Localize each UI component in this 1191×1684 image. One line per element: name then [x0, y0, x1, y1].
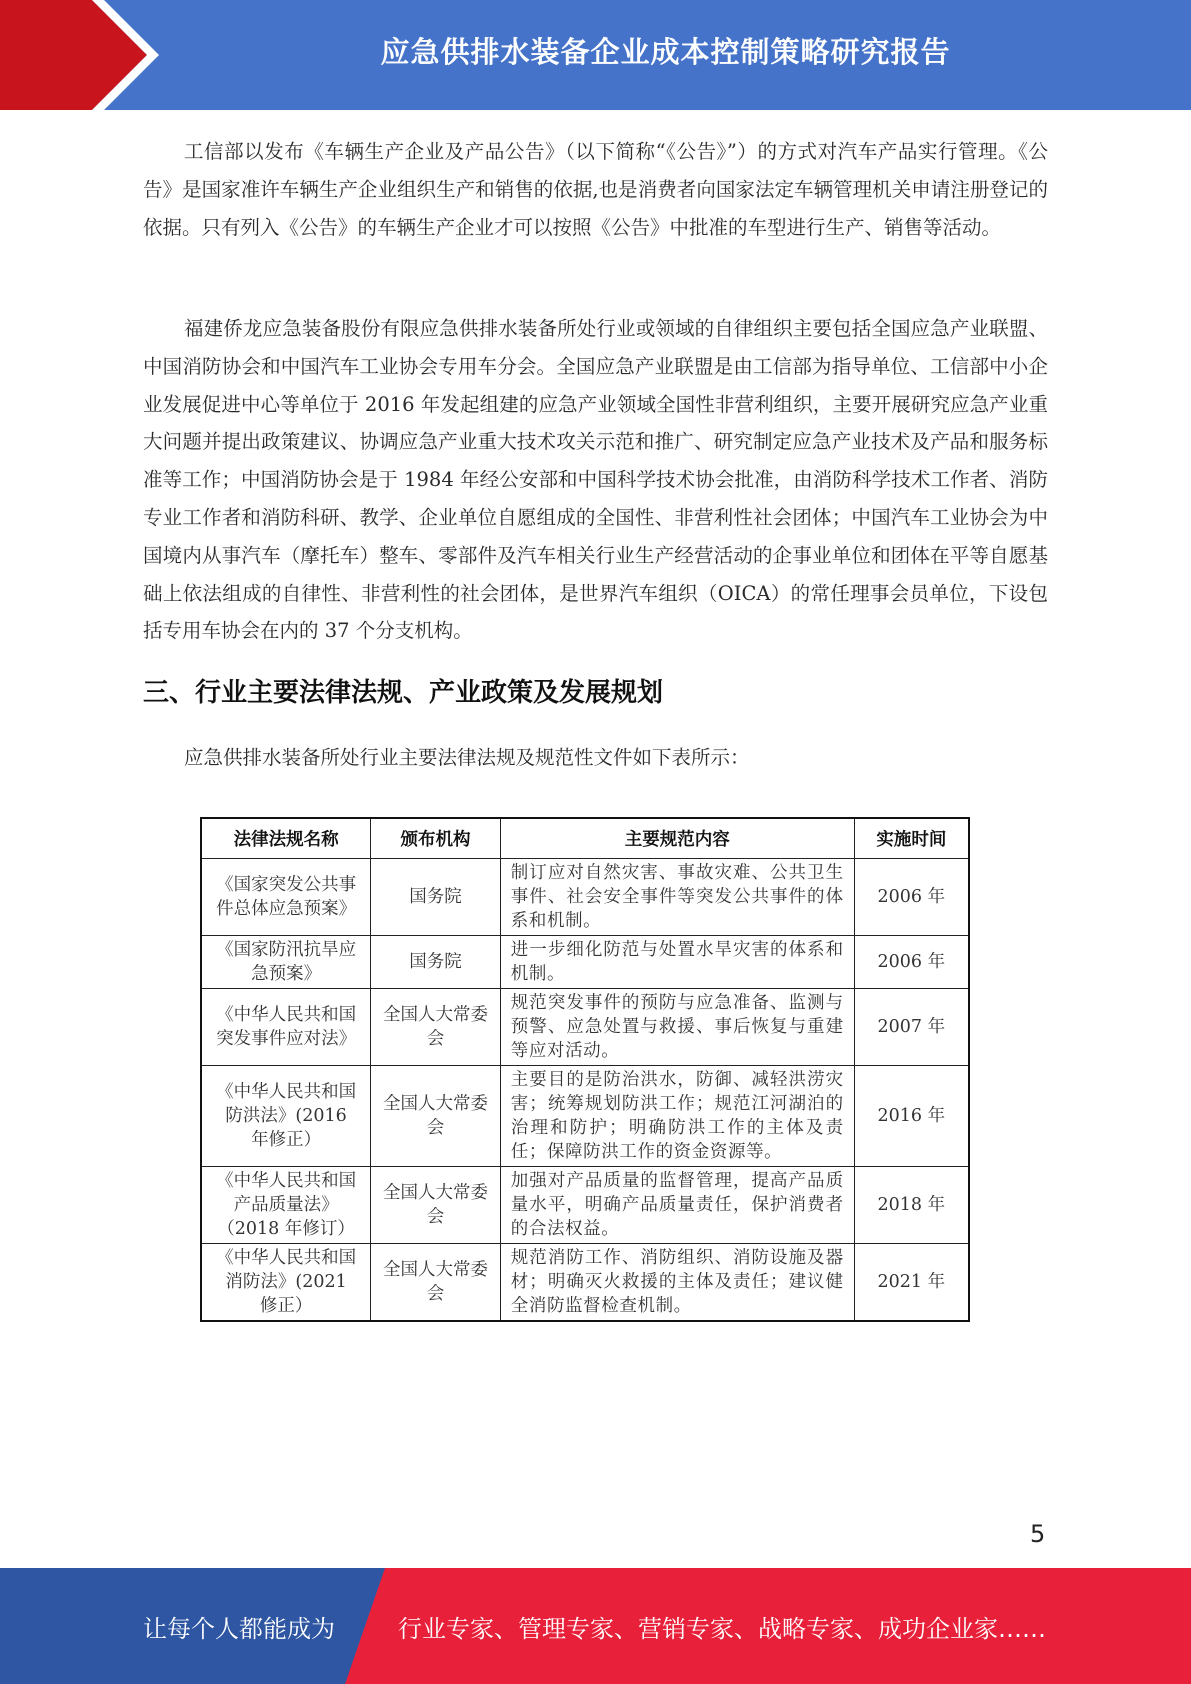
law-name: 《国家突发公共事件总体应急预案》	[201, 859, 371, 936]
table-row	[201, 859, 969, 936]
law-agency: 全国人大常委会	[371, 1066, 501, 1167]
header-content: 主要规范内容	[500, 818, 854, 859]
law-name: 《中华人民共和国防洪法》(2016 年修正）	[201, 1066, 371, 1167]
law-content: 规范消防工作、消防组织、消防设施及器材；明确灭火救援的主体及责任；建议健全消防监督检查机制。	[500, 1244, 854, 1322]
paragraph-self-regulatory-orgs: 福建侨龙应急装备股份有限应急供排水装备所处行业或领域的自律组织主要包括全国应急产业联盟、中国消防协会和中国汽车工业协会专用车分会。全国应急产业联盟是由工信部为指导单位、工信部中小企业发展促进中心等单位于 2016 年发起组建的应急产业领域全国性非营利组织，主要开展研究应急产业重大问题并提出政策建议、协调应急产业重大技术攻关示范和推广、研究制定应急产业技术及产品和服务标准等工作；中国消防协会是于 1984 年经公安部和中国科学技术协会批准，由消防科学技术工作者、消防专业工作者和消防科研、教学、企业单位自愿组成的全国性、非营利性社会团体；中国汽车工业协会为中国境内从事汽车（摩托车）整车、零部件及汽车相关行业生产经营活动的企事业单位和团体在平等自愿基础上依法组成的自律性、非营利性的社会团体，是世界汽车组织（OICA）的常任理事会员单位，下设包括专用车协会在内的 37 个分支机构。	[143, 317, 1048, 643]
law-date: 2021 年	[854, 1244, 969, 1322]
law-name: 《中华人民共和国产品质量法》（2018 年修订）	[201, 1167, 371, 1244]
header-agency: 颁布机构	[371, 818, 501, 859]
laws-table	[200, 817, 970, 1322]
table-row	[201, 936, 969, 989]
table-row	[201, 1244, 969, 1322]
law-content: 加强对产品质量的监督管理，提高产品质量水平，明确产品质量责任，保护消费者的合法权益。	[500, 1167, 854, 1244]
section-heading: 三、行业主要法律法规、产业政策及发展规划	[143, 678, 664, 708]
paragraph-announcement: 工信部以发布《车辆生产企业及产品公告》（以下简称“《公告》”）的方式对汽车产品实行管理。《公告》是国家准许车辆生产企业组织生产和销售的依据,也是消费者向国家法定车辆管理机关申请注册登记的依据。只有列入《公告》的车辆生产企业才可以按照《公告》中批准的车型进行生产、销售等活动。	[143, 140, 1048, 239]
law-content: 主要目的是防治洪水，防御、减轻洪涝灾害；统筹规划防洪工作；规范江河湖泊的治理和防护；明确防洪工作的主体及责任；保障防洪工作的资金资源等。	[500, 1066, 854, 1167]
law-name: 《中华人民共和国消防法》(2021 修正）	[201, 1244, 371, 1322]
law-agency: 全国人大常委会	[371, 1244, 501, 1322]
table-row	[201, 1066, 969, 1167]
page-header	[0, 0, 1191, 110]
law-content: 制订应对自然灾害、事故灾难、公共卫生事件、社会安全事件等突发公共事件的体系和机制。	[500, 859, 854, 936]
law-agency: 国务院	[371, 859, 501, 936]
table-header-row	[201, 818, 969, 859]
law-name: 《中华人民共和国突发事件应对法》	[201, 989, 371, 1066]
law-date: 2006 年	[854, 859, 969, 936]
header-effective-date: 实施时间	[854, 818, 969, 859]
report-title: 应急供排水装备企业成本控制策略研究报告	[380, 34, 951, 69]
law-date: 2018 年	[854, 1167, 969, 1244]
law-date: 2007 年	[854, 989, 969, 1066]
table-row	[201, 1167, 969, 1244]
table-intro-text: 应急供排水装备所处行业主要法律法规及规范性文件如下表所示：	[184, 746, 750, 769]
table-row	[201, 989, 969, 1066]
law-agency: 全国人大常委会	[371, 989, 501, 1066]
law-date: 2006 年	[854, 936, 969, 989]
law-agency: 国务院	[371, 936, 501, 989]
footer-slogan-left: 让每个人都能成为	[143, 1614, 335, 1643]
law-agency: 全国人大常委会	[371, 1167, 501, 1244]
law-name: 《国家防汛抗旱应急预案》	[201, 936, 371, 989]
page-footer	[0, 1568, 1191, 1684]
page-number: 5	[1030, 1520, 1046, 1548]
footer-slogan-right: 行业专家、管理专家、营销专家、战略专家、成功企业家……	[398, 1614, 1046, 1643]
law-date: 2016 年	[854, 1066, 969, 1167]
law-content: 进一步细化防范与处置水旱灾害的体系和机制。	[500, 936, 854, 989]
law-content: 规范突发事件的预防与应急准备、监测与预警、应急处置与救援、事后恢复与重建等应对活动。	[500, 989, 854, 1066]
header-law-name: 法律法规名称	[201, 818, 371, 859]
